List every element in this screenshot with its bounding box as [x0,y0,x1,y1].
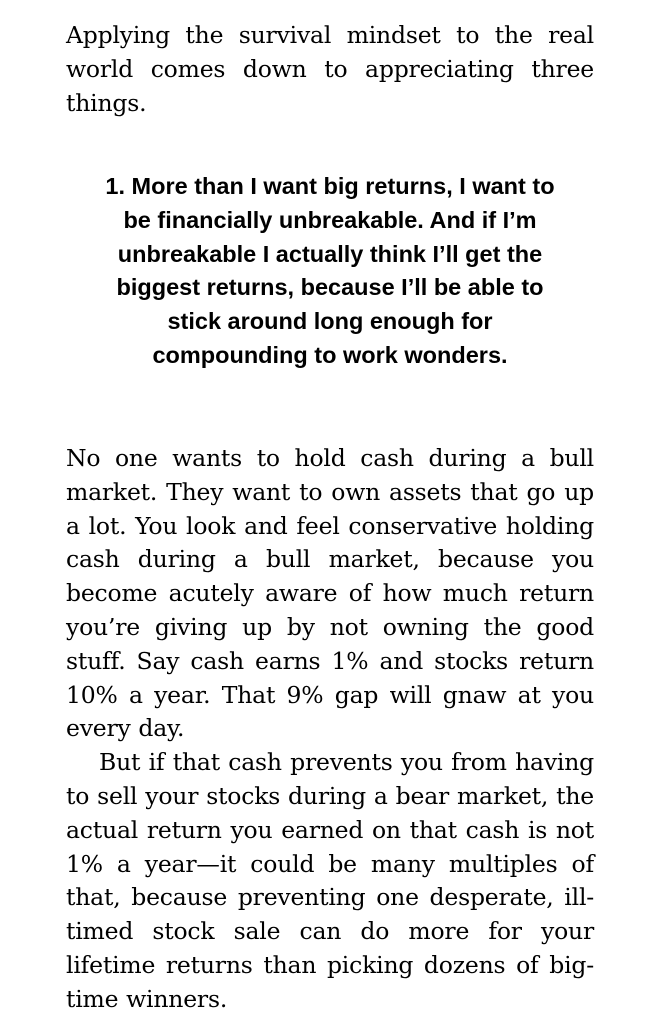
body-text [66,442,594,1017]
intro-paragraph: Applying the survival mindset to the real world comes down to appreciating three things. [66,21,594,117]
body-paragraph: No one wants to hold cash during a bull market. They want to own assets that go up a lot. You look and feel conservative holding cash during a bull market, because you become acutely aware of how much return you’re giving up by not owning the good stuff. Say cash earns 1% and stocks return 10% a year. That 9% gap will gnaw at you every day. [66,444,594,743]
pull-quote: 1. More than I want big returns, I want to be financially unbreakable. And if I’m unbreakable I actually think I’ll get the biggest returns, because I’ll be able to stick around long enough for compounding to work wonders. [105,173,555,368]
body-paragraph: But if that cash prevents you from having to sell your stocks during a bear market, the actual return you earned on that cash is not 1% a year—it could be many multiples of that, because preventing one desperate, ill-timed stock sale can do more for your lifetime returns than picking dozens of big-time winners. [66,748,594,1013]
